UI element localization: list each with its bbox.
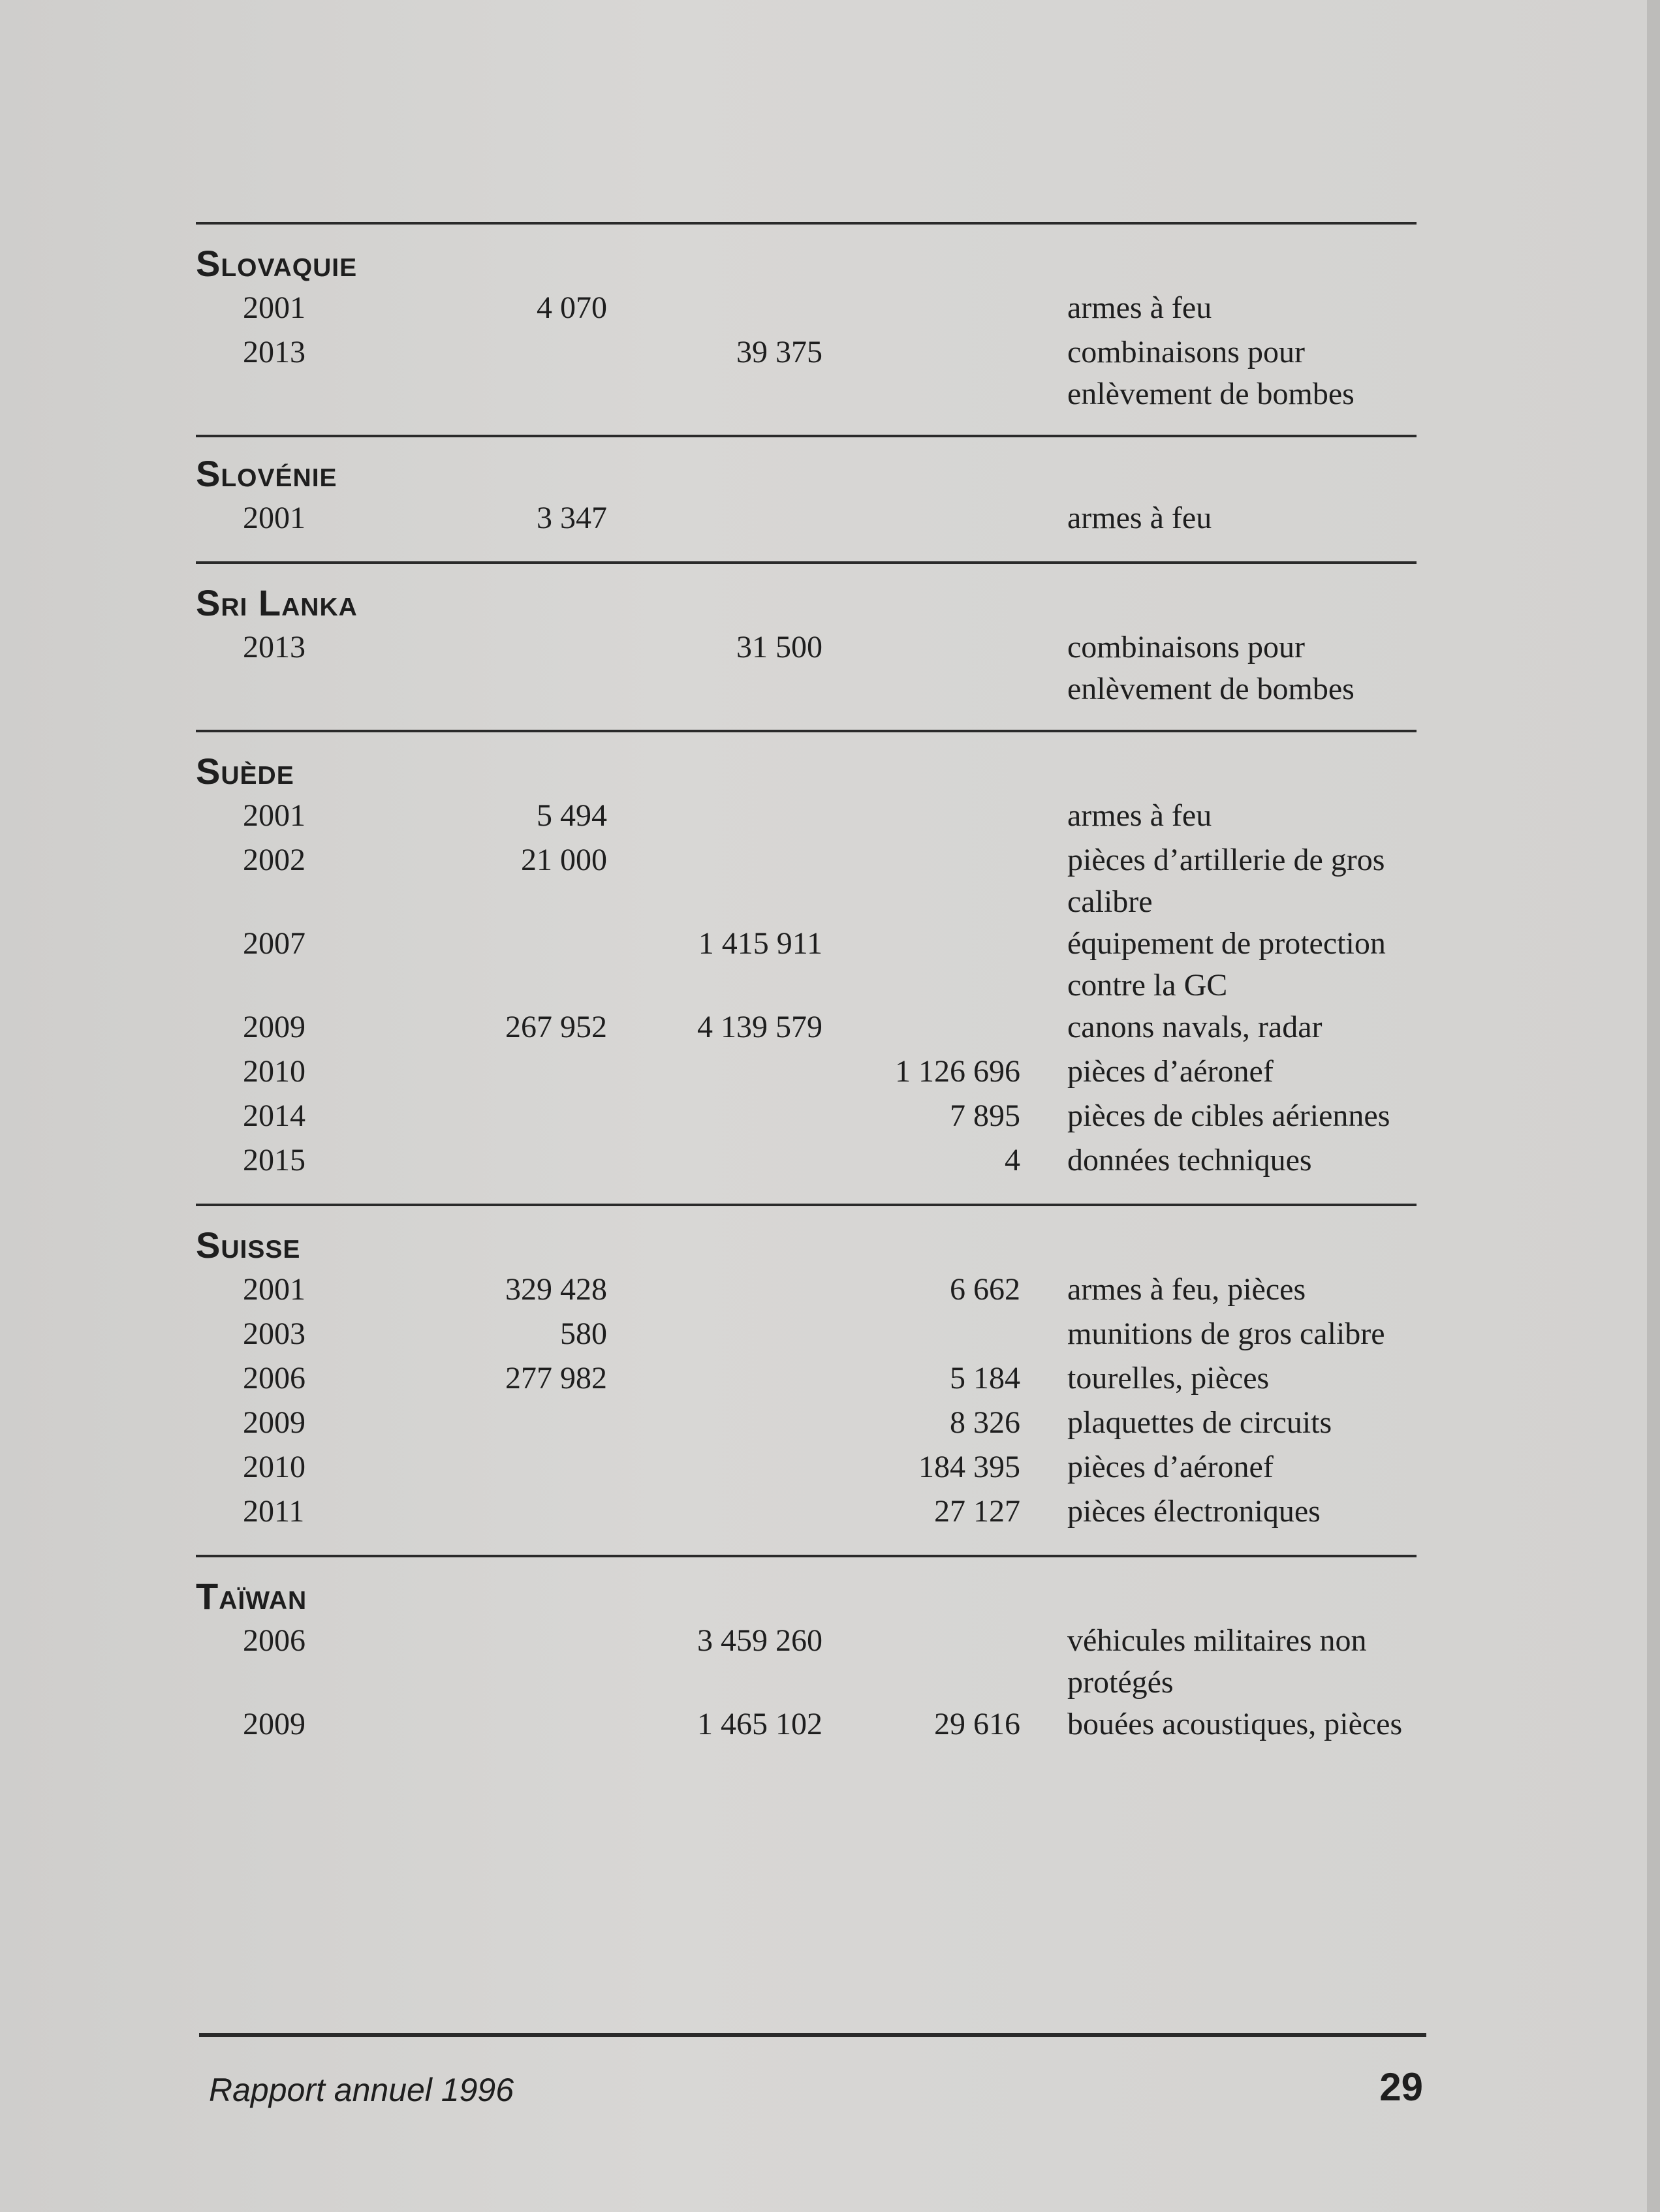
year-cell: 2014 — [243, 1098, 305, 1133]
value-cell-3: 6 662 — [950, 1272, 1020, 1307]
value-cell-3: 8 326 — [950, 1405, 1020, 1440]
value-cell-3: 184 395 — [918, 1450, 1020, 1484]
table-row — [196, 795, 1417, 839]
table-row — [196, 1704, 1417, 1748]
description-cell: bouées acoustiques, pièces — [1067, 1707, 1403, 1741]
description-cell: véhicules militaires non protégés — [1067, 1623, 1367, 1700]
year-cell: 2003 — [243, 1316, 305, 1351]
country-heading: Taïwan — [196, 1576, 307, 1617]
country-section — [196, 1204, 1417, 1555]
country-section — [196, 1555, 1417, 1768]
country-section — [196, 222, 1417, 435]
year-cell: 2001 — [243, 798, 305, 833]
country-section — [196, 561, 1417, 730]
value-cell-2: 31 500 — [736, 630, 822, 664]
value-cell-2: 1 415 911 — [698, 926, 822, 961]
table-row — [196, 1491, 1417, 1535]
description-cell: plaquettes de circuits — [1067, 1405, 1332, 1440]
value-cell-2: 1 465 102 — [697, 1707, 822, 1741]
value-cell-1: 277 982 — [505, 1361, 607, 1395]
year-cell: 2011 — [243, 1494, 305, 1529]
year-cell: 2010 — [243, 1054, 305, 1089]
country-heading: Sri Lanka — [196, 582, 358, 623]
country-heading: Slovénie — [196, 453, 337, 494]
table-row — [196, 1358, 1417, 1402]
year-cell: 2013 — [243, 335, 305, 369]
description-cell: armes à feu — [1067, 501, 1212, 535]
description-cell: pièces d’artillerie de gros calibre — [1067, 843, 1385, 919]
value-cell-2: 3 459 260 — [697, 1623, 822, 1658]
table-row — [196, 1095, 1417, 1140]
year-cell: 2001 — [243, 501, 305, 535]
table-row — [196, 1140, 1417, 1184]
table-row — [196, 1446, 1417, 1491]
page-edge — [1647, 0, 1660, 2212]
year-cell: 2010 — [243, 1450, 305, 1484]
value-cell-1: 5 494 — [537, 798, 607, 833]
value-cell-1: 4 070 — [537, 290, 607, 325]
export-table — [196, 222, 1417, 1768]
description-cell: équipement de protection contre la GC — [1067, 926, 1386, 1003]
table-row — [196, 627, 1417, 710]
page-footer — [199, 2033, 1426, 2109]
table-row — [196, 1006, 1417, 1051]
table-row — [196, 332, 1417, 415]
country-heading: Suisse — [196, 1224, 301, 1266]
year-cell: 2015 — [243, 1143, 305, 1177]
year-cell: 2009 — [243, 1707, 305, 1741]
value-cell-2: 39 375 — [736, 335, 822, 369]
table-row — [196, 1313, 1417, 1358]
value-cell-3: 29 616 — [934, 1707, 1020, 1741]
value-cell-1: 329 428 — [505, 1272, 607, 1307]
description-cell: pièces électroniques — [1067, 1494, 1321, 1529]
description-cell: pièces d’aéronef — [1067, 1054, 1274, 1089]
description-cell: tourelles, pièces — [1067, 1361, 1270, 1395]
country-section — [196, 435, 1417, 561]
description-cell: armes à feu, pièces — [1067, 1272, 1306, 1307]
description-cell: canons navals, radar — [1067, 1010, 1323, 1044]
description-cell: pièces d’aéronef — [1067, 1450, 1274, 1484]
description-cell: combinaisons pour enlèvement de bombes — [1067, 335, 1355, 411]
page-number: 29 — [1379, 2065, 1423, 2109]
description-cell: combinaisons pour enlèvement de bombes — [1067, 630, 1355, 706]
table-row — [196, 1269, 1417, 1313]
country-heading: Slovaquie — [196, 243, 358, 284]
description-cell: munitions de gros calibre — [1067, 1316, 1385, 1351]
table-row — [196, 1051, 1417, 1095]
table-row — [196, 923, 1417, 1006]
country-section — [196, 730, 1417, 1204]
year-cell: 2001 — [243, 290, 305, 325]
country-heading: Suède — [196, 751, 294, 792]
table-row — [196, 287, 1417, 332]
year-cell: 2002 — [243, 843, 305, 877]
value-cell-2: 4 139 579 — [697, 1010, 822, 1044]
value-cell-1: 580 — [560, 1316, 607, 1351]
year-cell: 2006 — [243, 1623, 305, 1658]
table-row — [196, 497, 1417, 542]
value-cell-1: 3 347 — [537, 501, 607, 535]
description-cell: armes à feu — [1067, 798, 1212, 833]
value-cell-3: 4 — [1005, 1143, 1020, 1177]
year-cell: 2007 — [243, 926, 305, 961]
value-cell-3: 1 126 696 — [895, 1054, 1020, 1089]
description-cell: armes à feu — [1067, 290, 1212, 325]
value-cell-1: 267 952 — [505, 1010, 607, 1044]
table-row — [196, 839, 1417, 923]
report-title: Rapport annuel 1996 — [209, 2072, 514, 2108]
year-cell: 2006 — [243, 1361, 305, 1395]
value-cell-1: 21 000 — [521, 843, 607, 877]
description-cell: pièces de cibles aériennes — [1067, 1098, 1390, 1133]
table-row — [196, 1402, 1417, 1446]
year-cell: 2009 — [243, 1010, 305, 1044]
value-cell-3: 27 127 — [934, 1494, 1020, 1529]
year-cell: 2013 — [243, 630, 305, 664]
value-cell-3: 7 895 — [950, 1098, 1020, 1133]
year-cell: 2001 — [243, 1272, 305, 1307]
year-cell: 2009 — [243, 1405, 305, 1440]
description-cell: données techniques — [1067, 1143, 1312, 1177]
table-row — [196, 1620, 1417, 1704]
value-cell-3: 5 184 — [950, 1361, 1020, 1395]
